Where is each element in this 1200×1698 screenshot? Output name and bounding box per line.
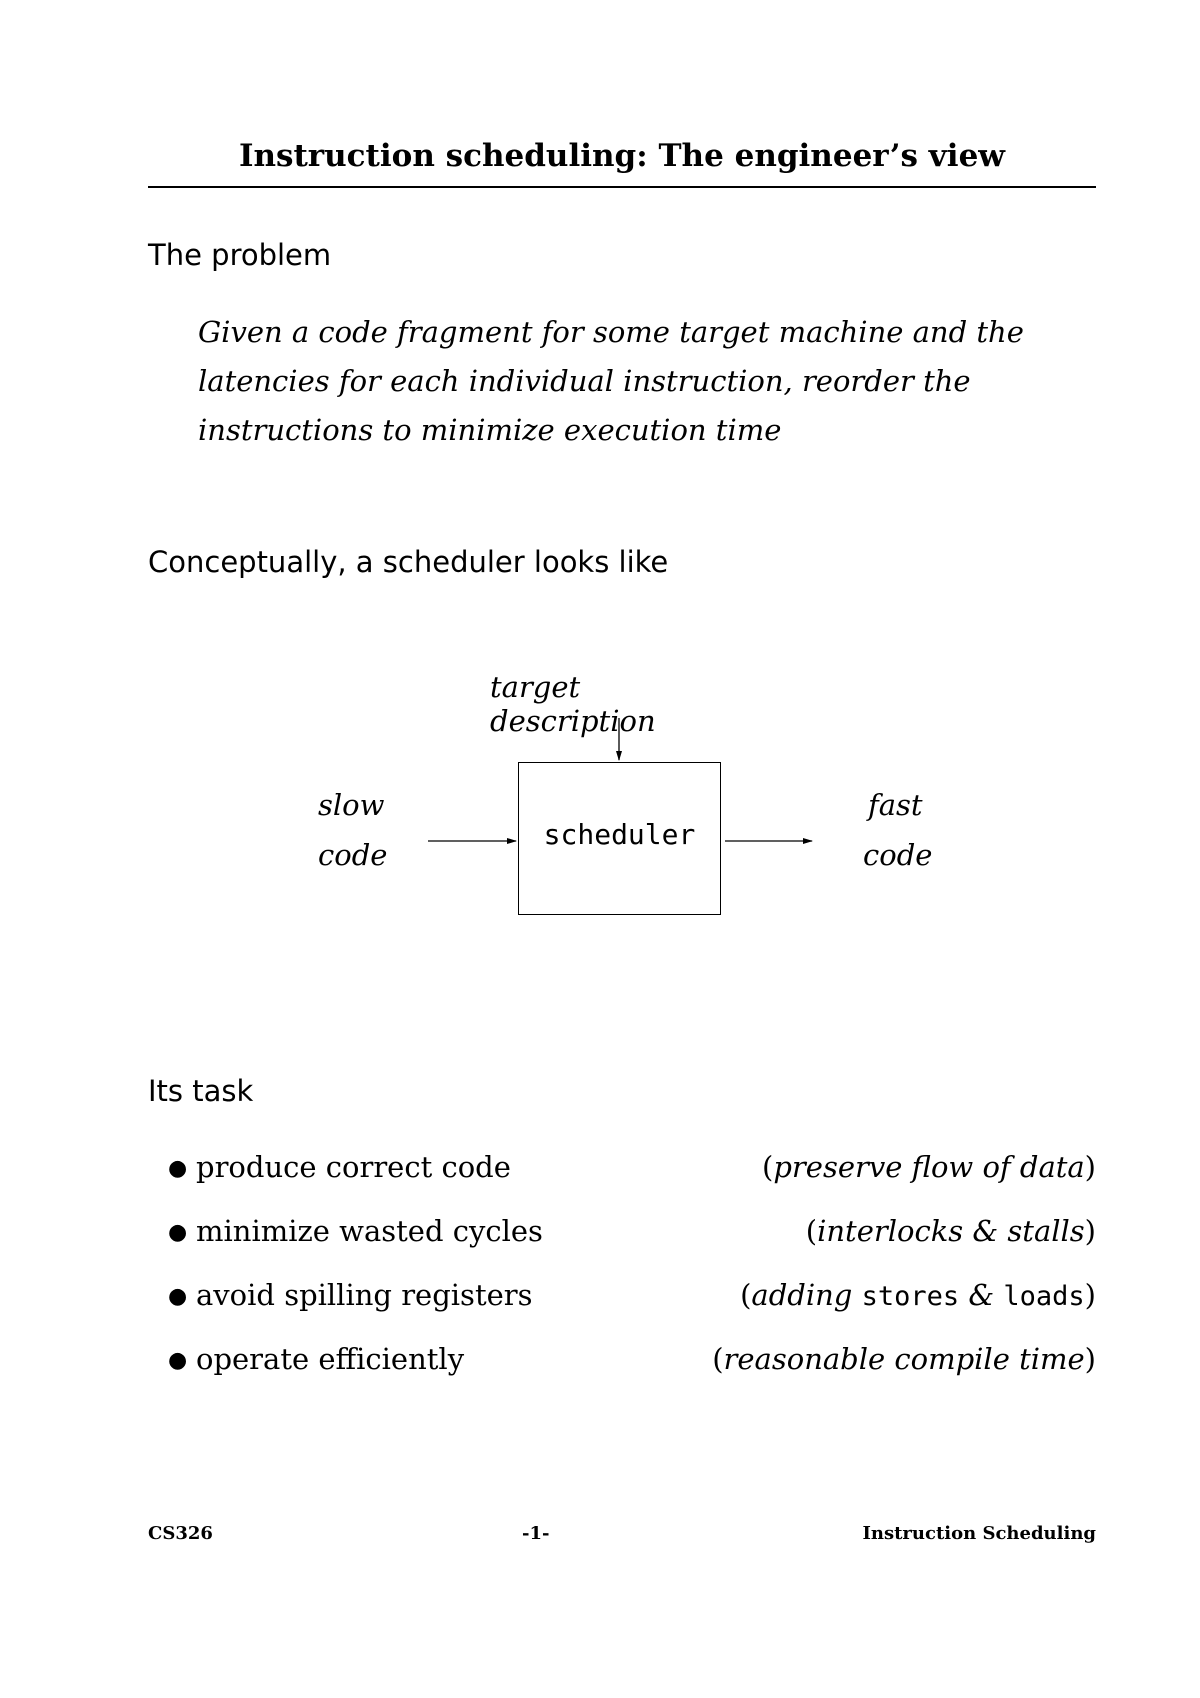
bullet-icon: ●	[168, 1348, 188, 1373]
task-item	[168, 1150, 1096, 1214]
task-note: (preserve flow of data)	[762, 1150, 1096, 1184]
bullet-icon: ●	[168, 1284, 188, 1309]
diagram-arrows	[0, 660, 1200, 940]
task-heading: Its task	[148, 1074, 254, 1108]
task-text: avoid spilling registers	[196, 1278, 533, 1312]
scheduler-diagram	[0, 660, 1200, 940]
task-item	[168, 1278, 1096, 1342]
task-text: minimize wasted cycles	[196, 1214, 543, 1248]
scheduler-label: scheduler	[543, 818, 696, 851]
footer-topic: Instruction Scheduling	[862, 1523, 1096, 1544]
target-description-label: target description	[490, 670, 656, 738]
problem-statement	[198, 308, 1078, 455]
task-note: (reasonable compile time)	[712, 1342, 1096, 1376]
footer-page-number: -1-	[522, 1523, 550, 1544]
problem-line: instructions to minimize execution time	[198, 413, 782, 447]
problem-line: Given a code fragment for some target machine and the	[198, 315, 1024, 349]
task-item	[168, 1342, 1096, 1406]
problem-line: latencies for each individual instruction, reorder the	[198, 364, 971, 398]
problem-heading: The problem	[148, 238, 332, 272]
task-text: operate efficiently	[196, 1342, 465, 1376]
task-list	[168, 1150, 1096, 1406]
task-text: produce correct code	[196, 1150, 511, 1184]
bullet-icon: ●	[168, 1220, 188, 1245]
slow-code-label: code	[318, 838, 388, 872]
fast-code-label: code	[863, 838, 933, 872]
task-note: (interlocks & stalls)	[805, 1214, 1096, 1248]
page-title: Instruction scheduling: The engineer’s view	[239, 138, 1005, 174]
bullet-icon: ●	[168, 1156, 188, 1181]
footer-course: CS326	[148, 1523, 213, 1544]
slow-label: slow	[318, 788, 385, 822]
task-note: (adding stores & loads)	[740, 1278, 1096, 1312]
fast-label: fast	[868, 788, 923, 822]
concept-heading: Conceptually, a scheduler looks like	[148, 545, 669, 579]
title-rule	[148, 186, 1096, 188]
task-item	[168, 1214, 1096, 1278]
